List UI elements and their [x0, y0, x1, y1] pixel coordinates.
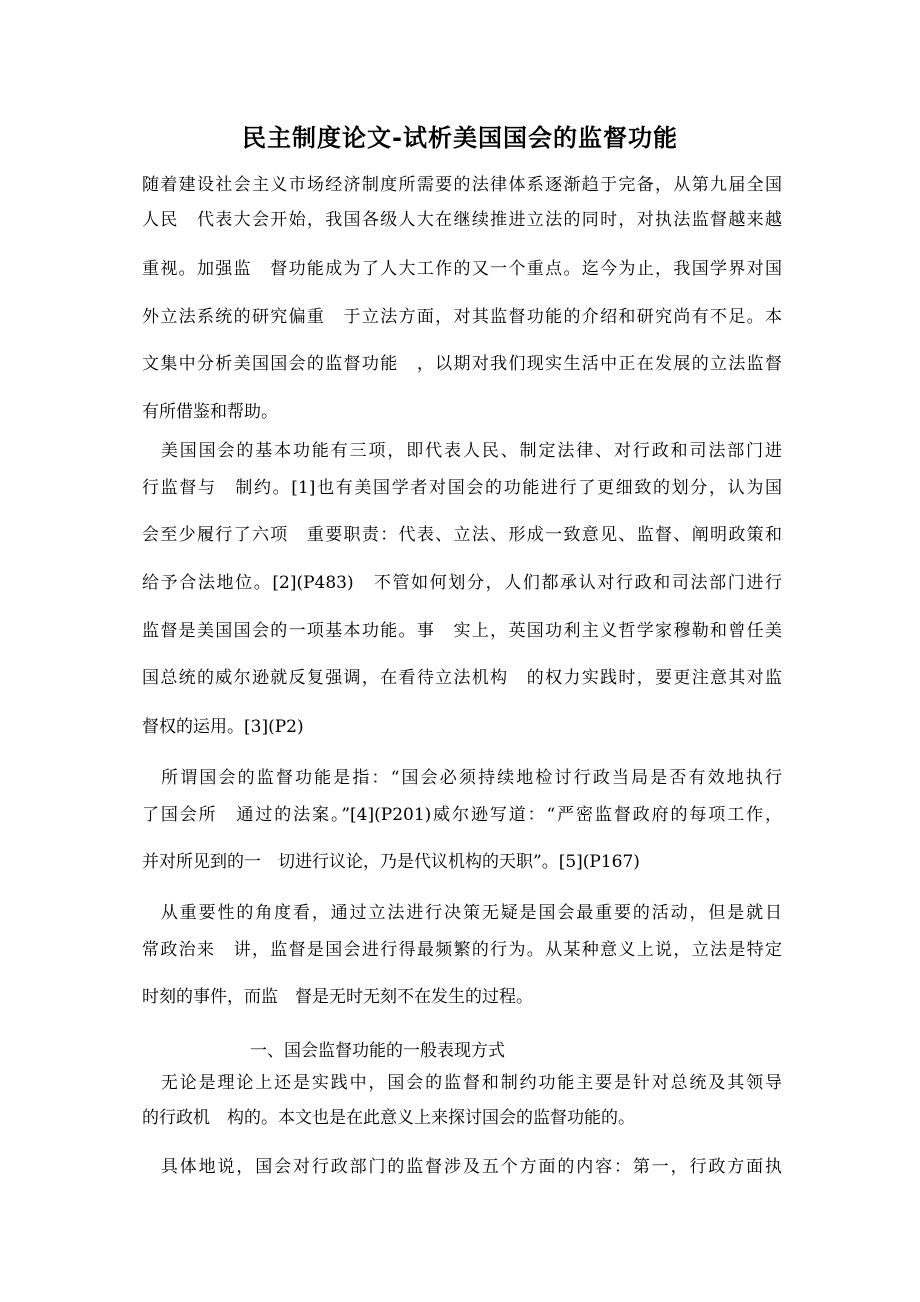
paragraph-line: 从重要性的角度看，通过立法进行决策无疑是国会最重要的活动，但是就日: [142, 903, 782, 923]
paragraph-line: 美国国会的基本功能有三项，即代表人民、制定法律、对行政和司法部门进: [142, 441, 782, 461]
paragraph-line: 常政治来 讲，监督是国会进行得最频繁的行为。从某种意义上说，立法是特定: [142, 940, 782, 960]
paragraph-line: 重视。加强监 督功能成为了人大工作的又一个重点。迄今为止，我国学界对国: [142, 259, 782, 279]
paragraph-line: 外立法系统的研究偏重 于立法方面，对其监督功能的介绍和研究尚有不足。本: [142, 307, 782, 327]
paragraph-line: 监督是美国国会的一项基本功能。事 实上，英国功利主义哲学家穆勒和曾任美: [142, 621, 782, 641]
paragraph-line: 无论是理论上还是实践中，国会的监督和制约功能主要是针对总统及其领导: [142, 1073, 782, 1093]
paragraph-line: 行监督与 制约。[1]也有美国学者对国会的功能进行了更细致的划分，认为国: [142, 478, 782, 498]
paragraph-line: 时刻的事件，而监 督是无时无刻不在发生的过程。: [142, 987, 533, 1007]
paragraph-line: 有所借鉴和帮助。: [142, 402, 278, 422]
paragraph-line: 人民 代表大会开始，我国各级人大在继续推进立法的同时，对执法监督越来越: [142, 210, 782, 230]
paragraph-line: 并对所见到的一 切进行议论，乃是代议机构的天职”。[5](P167): [142, 852, 640, 872]
document-title: 民主制度论文-试析美国国会的监督功能: [242, 124, 678, 152]
paragraph-line: 了国会所 通过的法案。”[4](P201)威尔逊写道：“严密监督政府的每项工作，: [142, 805, 782, 825]
paragraph-line: 国总统的威尔逊就反复强调，在看待立法机构 的权力实践时，要更注意其对监: [142, 668, 782, 688]
paragraph-line: 会至少履行了六项 重要职责：代表、立法、形成一致意见、监督、阐明政策和: [142, 525, 782, 545]
paragraph-line: 文集中分析美国国会的监督功能 ，以期对我们现实生活中正在发展的立法监督: [142, 354, 782, 374]
paragraph-line: 具体地说，国会对行政部门的监督涉及五个方面的内容：第一，行政方面执: [142, 1157, 782, 1177]
paragraph-line: 给予合法地位。[2](P483) 不管如何划分，人们都承认对行政和司法部门进行: [142, 573, 782, 593]
paragraph-line: 的行政机 构的。本文也是在此意义上来探讨国会的监督功能的。: [142, 1108, 635, 1128]
paragraph-line: 督权的运用。[3](P2): [142, 717, 304, 737]
section-heading: 一、国会监督功能的一般表现方式: [250, 1041, 505, 1061]
paragraph-line: 所谓国会的监督功能是指：“国会必须持续地检讨行政当局是否有效地执行: [142, 768, 782, 788]
paragraph-line: 随着建设社会主义市场经济制度所需要的法律体系逐渐趋于完备，从第九届全国: [142, 175, 782, 195]
